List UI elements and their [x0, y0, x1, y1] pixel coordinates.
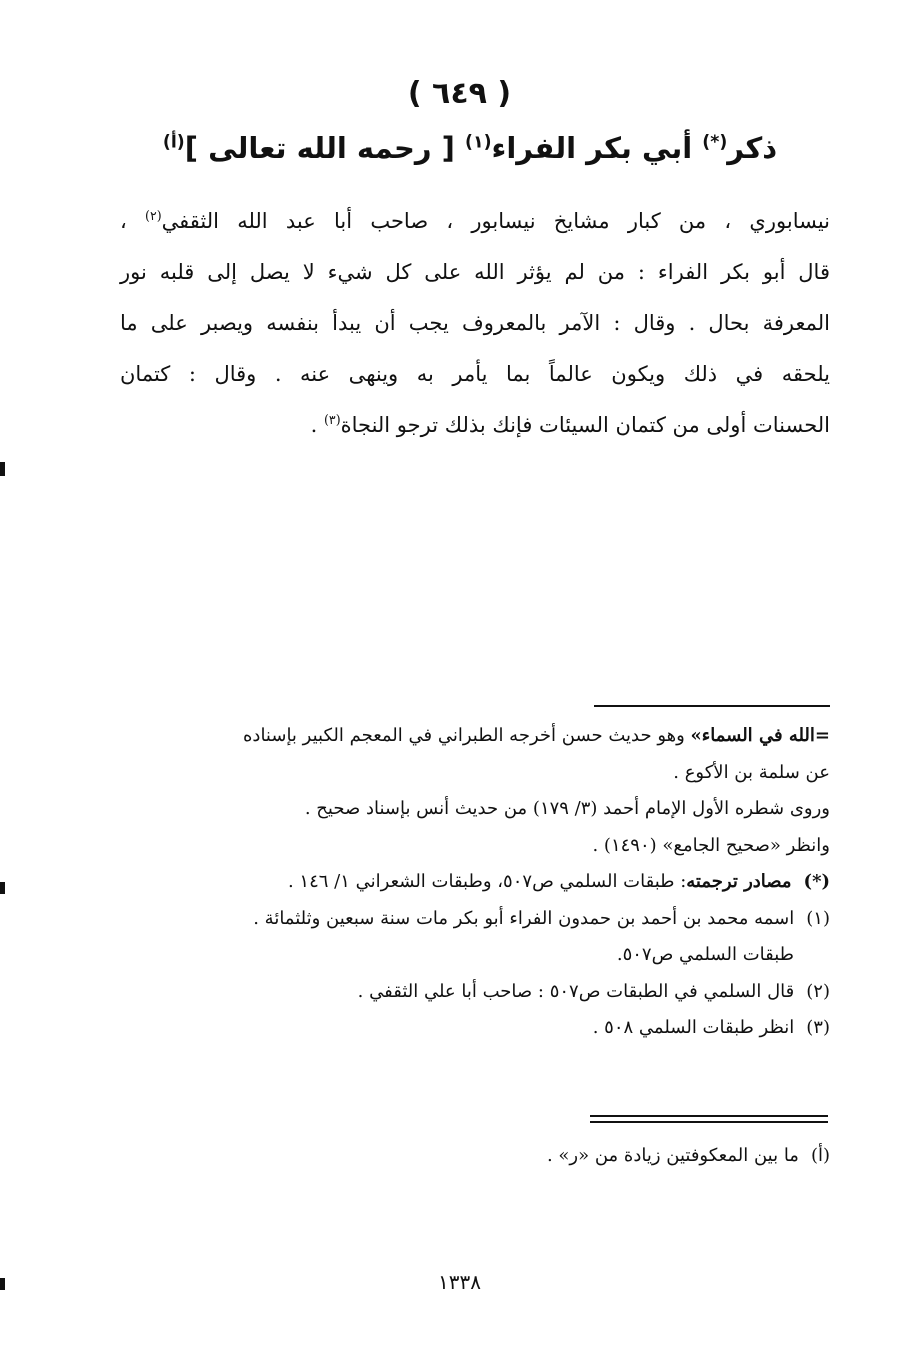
footnote-2-text: قال السلمي في الطبقات ص٥٠٧ : صاحب أبا علي الثقفي .	[357, 980, 795, 1002]
scan-edge-mark-3	[0, 1278, 5, 1290]
variant-note-label: (أ)	[810, 1145, 830, 1166]
title-word: ذكر	[727, 131, 778, 165]
scan-edge-mark-1	[0, 462, 5, 476]
footnote-1-text: اسمه محمد بن أحمد بن حمدون الفراء أبو بكر مات سنة سبعين وثلثمائة .	[253, 907, 795, 929]
entry-number: ( ٦٤٩ )	[407, 76, 512, 111]
title-name: أبي بكر الفراء	[491, 131, 703, 165]
continued-text: وهو حديث حسن أخرجه الطبراني في المعجم الكبير بإسناده	[243, 725, 691, 746]
variant-note-text: ما بين المعكوفتين زيادة من «ر» .	[546, 1145, 799, 1166]
body-line-1-text: نيسابوري ، من كبار مشايخ نيسابور ، صاحب أبا عبد الله الثقفي	[161, 209, 831, 233]
body-line-5-text: الحسنات أولى من كتمان السيئات فإنك بذلك ترجو النجاة	[340, 413, 830, 437]
body-footnote-mark-3: (٣)	[324, 412, 341, 427]
body-text	[120, 196, 830, 451]
entry-title	[120, 126, 820, 170]
footnote-1	[122, 901, 830, 938]
footnote-3	[122, 1010, 830, 1047]
variant-notes-separator	[590, 1115, 828, 1123]
body-line-5	[120, 400, 830, 451]
footnote-separator	[594, 705, 830, 707]
footnote-continued-2: عن سلمة بن الأكوع .	[673, 761, 830, 783]
footnotes	[122, 718, 830, 1047]
footnote-2	[122, 974, 830, 1011]
body-line-4: يلحقه في ذلك ويكون عالماً بما يأمر به وينهى عنه . وقال : كتمان	[120, 362, 830, 386]
footnote-star-label: (*)	[803, 871, 830, 892]
title-variant-mark: (أ)	[162, 132, 185, 153]
scan-edge-mark-2	[0, 882, 5, 894]
page-number: ١٣٣٨	[438, 1270, 481, 1294]
continued-quote: =الله في السماء»	[690, 725, 830, 746]
title-star-mark: (*)	[702, 132, 728, 153]
title-footnote-mark-1: (١)	[465, 132, 492, 153]
title-bracket-phrase: [ رحمه الله تعالى ]	[184, 131, 465, 165]
body-footnote-mark-2: (٢)	[145, 208, 162, 223]
body-line-2: قال أبو بكر الفراء : من لم يؤثر الله على كل شيء لا يصل إلى قلبه نور	[120, 260, 830, 284]
variant-note	[122, 1138, 830, 1174]
footnote-continued-3: وروى شطره الأول الإمام أحمد (٣/ ١٧٩) من حديث أنس بإسناد صحيح .	[304, 798, 830, 819]
footnote-3-label: (٣)	[806, 1017, 830, 1038]
footnote-2-label: (٢)	[806, 980, 830, 1002]
footnote-3-text: انظر طبقات السلمي ٥٠٨ .	[592, 1017, 795, 1038]
body-line-3: المعرفة بحال . وقال : الآمر بالمعروف يجب أن يبدأ بنفسه ويصبر على ما	[120, 311, 830, 335]
footnote-1-continued: طبقات السلمي ص٥٠٧.	[616, 944, 794, 965]
footnote-sources	[122, 864, 830, 901]
sources-text: : طبقات السلمي ص٥٠٧، وطبقات الشعراني ١/ ١٤٦ .	[287, 871, 687, 892]
sources-heading: مصادر ترجمته	[686, 871, 792, 892]
body-line-1	[120, 196, 830, 247]
body-line-1-end: ،	[120, 209, 146, 233]
body-line-5-end: .	[310, 413, 324, 437]
footnote-continued-4: وانظر «صحيح الجامع» (١٤٩٠) .	[592, 834, 830, 856]
footnote-continued-1	[122, 718, 830, 755]
footnote-1-label: (١)	[806, 907, 830, 929]
